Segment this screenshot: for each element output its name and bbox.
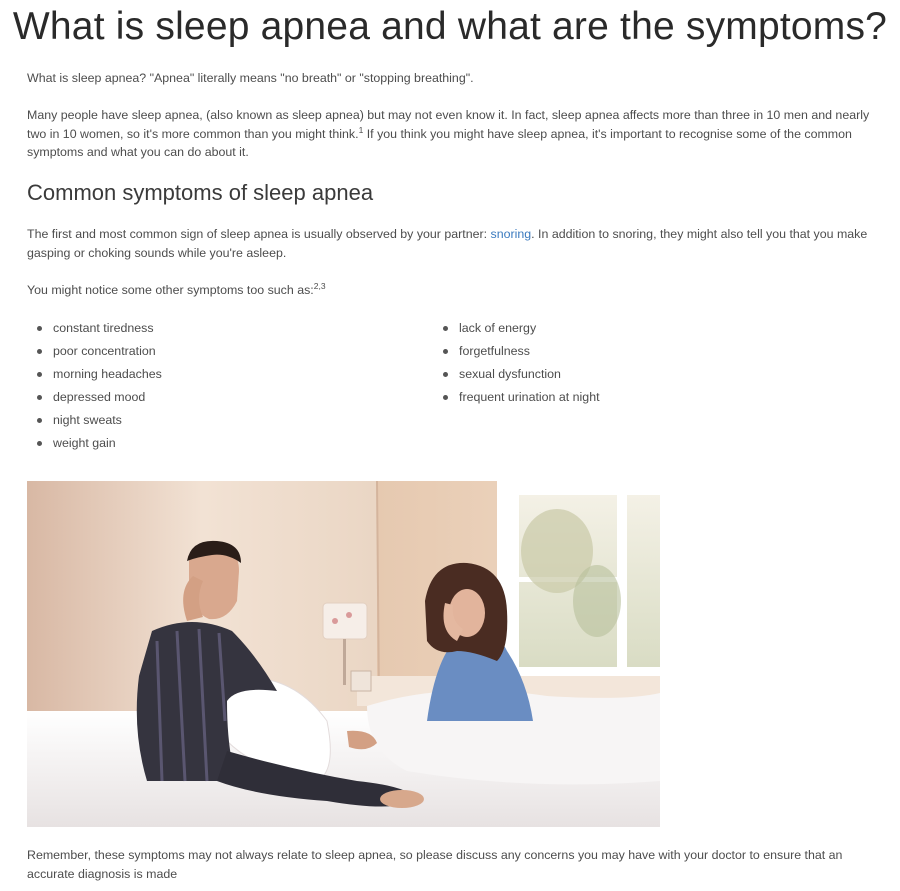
- intro-paragraph: What is sleep apnea? "Apnea" literally means "no breath" or "stopping breathing".: [27, 71, 474, 85]
- footnote-ref-2-3[interactable]: 2,3: [313, 281, 326, 291]
- lamp-shade: [323, 603, 367, 639]
- list-item: morning headaches: [27, 365, 162, 388]
- man-foot: [380, 790, 424, 808]
- list-item: sexual dysfunction: [433, 365, 600, 388]
- snoring-link[interactable]: snoring: [490, 227, 532, 241]
- list-item: constant tiredness: [27, 319, 162, 342]
- couple-in-bed-photo: [27, 481, 660, 827]
- list-item: depressed mood: [27, 388, 162, 411]
- photo-frame: [351, 671, 371, 691]
- list-item: frequent urination at night: [433, 388, 600, 411]
- other-symptoms-intro: [27, 281, 877, 300]
- first-sign-text: The first and most common sign of sleep apnea is usually observed by your partner:: [27, 227, 491, 241]
- symptom-list-left: [27, 319, 162, 457]
- lamp-pattern: [332, 618, 338, 624]
- lamp-stand: [343, 639, 346, 685]
- prevalence-text-2: If you think you might have sleep apnea, it's important to recognise some of the common symptoms and what you can do about it.: [27, 126, 852, 159]
- section-heading: Common symptoms of sleep apnea: [27, 180, 374, 205]
- photo-illustration: [27, 481, 660, 827]
- symptom-list-right: [433, 319, 600, 411]
- footnote-ref-1[interactable]: 1: [358, 124, 364, 135]
- prevalence-text: Many people have sleep apnea, (also known as sleep apnea) but may not even know it. In fact, sleep apnea affects more than three in 10 men and nearly two in 10 women, so it's more common than you might think.: [27, 108, 870, 141]
- lamp-pattern-2: [346, 612, 352, 618]
- page-title: What is sleep apnea and what are the symptoms?: [12, 5, 888, 48]
- list-item: weight gain: [27, 434, 162, 457]
- list-item: night sweats: [27, 411, 162, 434]
- first-sign-paragraph: [27, 225, 877, 262]
- list-item: lack of energy: [433, 319, 600, 342]
- tree-outside-2: [573, 565, 621, 637]
- window-pane-right: [627, 495, 660, 667]
- disclaimer-paragraph: Remember, these symptoms may not always relate to sleep apnea, so please discuss any concerns you may have with your doctor to ensure that an accurate diagnosis is made: [27, 848, 843, 881]
- list-item: poor concentration: [27, 342, 162, 365]
- prevalence-paragraph: [27, 106, 877, 162]
- other-symptoms-text: You might notice some other symptoms too such as:: [27, 283, 314, 297]
- first-sign-text-2: . In addition to snoring, they might also tell you that you make gasping or choking sounds while you're asleep.: [27, 227, 868, 260]
- list-item: forgetfulness: [433, 342, 600, 365]
